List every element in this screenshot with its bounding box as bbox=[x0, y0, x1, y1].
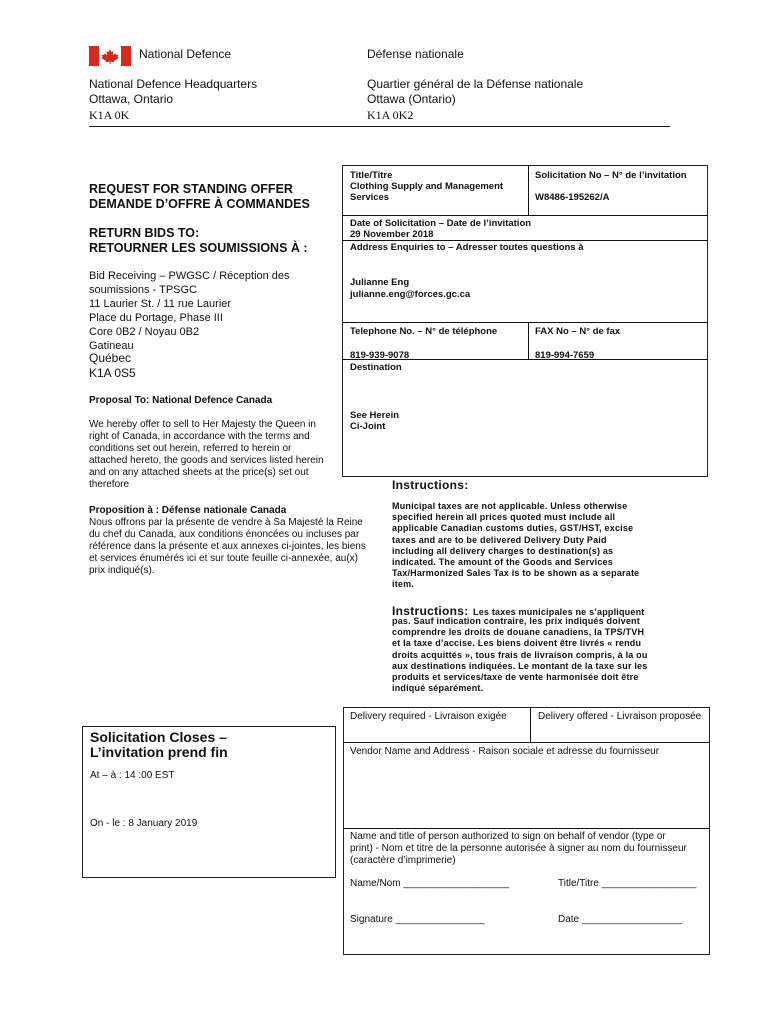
instruction-first-line-fr: Les taxes municipales ne s’appliquent bbox=[473, 607, 645, 617]
proposal-text-en bbox=[89, 419, 339, 491]
signature-field[interactable]: Signature ________________ bbox=[350, 914, 485, 925]
instruction-line: item. bbox=[392, 579, 415, 590]
signer-label bbox=[350, 831, 705, 867]
hq-postal-fr: K1A 0K2 bbox=[367, 108, 414, 122]
address-line: 11 Laurier St. / 11 rue Laurier bbox=[89, 298, 232, 310]
delivery-offered-label: Delivery offered - Livraison proposée bbox=[538, 711, 702, 722]
bid-receiving-address bbox=[89, 269, 339, 353]
instruction-line: et la taxe d’accise. Les biens doivent être livrés « rendu bbox=[392, 638, 642, 649]
date-label: Date of Solicitation – Date de l’invitation bbox=[350, 218, 532, 229]
instruction-line: specified herein all prices quoted must include all bbox=[392, 512, 616, 523]
proposal-line: prix indiqué(s). bbox=[89, 565, 155, 576]
return-bids-en: RETURN BIDS TO: bbox=[89, 226, 200, 240]
header-divider bbox=[89, 126, 670, 127]
address-postal: K1A 0S5 bbox=[89, 366, 136, 380]
instruction-line: produits et services/taxe de vente harmonisée doit être bbox=[392, 672, 639, 683]
solicitation-info-box bbox=[342, 165, 708, 477]
proposal-line: We hereby offer to sell to Her Majesty the Queen in bbox=[89, 419, 316, 430]
address-province: Québec bbox=[89, 351, 132, 365]
closes-title-line2: L’invitation prend fin bbox=[90, 744, 228, 760]
date-value: 29 November 2018 bbox=[350, 229, 434, 240]
row-divider bbox=[343, 828, 710, 829]
phone-label: Telephone No. – N° de téléphone bbox=[350, 326, 498, 337]
address-line: Bid Receiving – PWGSC / Réception des bbox=[89, 270, 290, 282]
destination-label: Destination bbox=[350, 362, 402, 373]
instruction-line: Municipal taxes are not applicable. Unless otherwise bbox=[392, 501, 628, 511]
vendor-name-label: Vendor Name and Address - Raison sociale et adresse du fournisseur bbox=[350, 746, 660, 757]
name-field[interactable]: Name/Nom ___________________ bbox=[350, 878, 510, 889]
instruction-line: comprendre les droits de douane canadiens, la TPS/TVH bbox=[392, 627, 645, 638]
instruction-line: indiqué séparément. bbox=[392, 683, 484, 694]
title-value-line: Services bbox=[350, 192, 390, 203]
row-divider bbox=[342, 215, 708, 216]
row-divider bbox=[342, 322, 708, 323]
signer-line: (caractère d’imprimerie) bbox=[350, 855, 456, 866]
instructions-title-fr: Instructions: bbox=[392, 604, 469, 618]
hq-postal-en: K1A 0K bbox=[89, 108, 130, 122]
proposal-line: and on any attached sheets at the price(s) set out bbox=[89, 467, 309, 478]
solicitation-number: W8486-195262/A bbox=[535, 192, 610, 203]
phone-value: 819-939-9078 bbox=[350, 350, 410, 361]
signer-line: print) - Nom et titre de la personne autorisée à signer au nom du fournisseur bbox=[350, 843, 687, 854]
request-title-en: REQUEST FOR STANDING OFFER bbox=[89, 182, 293, 196]
return-bids-fr: RETOURNER LES SOUMISSIONS À : bbox=[89, 241, 308, 255]
destination-line: See Herein bbox=[350, 410, 400, 421]
instruction-line: droits acquittés », tous frais de livraison compris, à la ou bbox=[392, 649, 648, 660]
title-value-line: Clothing Supply and Management bbox=[350, 181, 504, 192]
instruction-line: applicable Canadian customs duties, GST/HST, excise bbox=[392, 523, 634, 534]
instruction-line: Tax/Harmonized Sales Tax is to be shown as a separate bbox=[392, 568, 640, 579]
instructions-title-en: Instructions: bbox=[392, 478, 469, 492]
dept-name-fr: Défense nationale bbox=[367, 47, 464, 61]
title-field[interactable]: Title/Titre _________________ bbox=[558, 878, 697, 889]
instruction-line: including all delivery charges to destination(s) as bbox=[392, 545, 614, 556]
proposal-line: therefore bbox=[89, 479, 130, 490]
phone-divider bbox=[528, 322, 529, 360]
closing-date: On - le : 8 January 2019 bbox=[90, 818, 198, 829]
address-line: Place du Portage, Phase III bbox=[89, 312, 223, 324]
flag-right-bar bbox=[121, 46, 131, 66]
title-divider bbox=[528, 165, 529, 215]
closing-time: At – à : 14 :00 EST bbox=[90, 770, 175, 781]
solicitation-label: Solicitation No – N° de l’invitation bbox=[535, 170, 687, 181]
instruction-line: taxes and are to be delivered Delivery Duty Paid bbox=[392, 534, 607, 545]
instruction-line: indicated. The amount of the Goods and Services bbox=[392, 557, 613, 568]
proposal-text-fr bbox=[89, 517, 379, 577]
proposal-line: attached hereto, the goods and services listed herein bbox=[89, 455, 324, 466]
proposal-line: conditions set out herein, referred to herein or bbox=[89, 443, 292, 454]
proposal-line: et services énumérés ici et sur toute feuille ci-annexée, au(x) bbox=[89, 553, 359, 564]
instructions-text-en bbox=[392, 501, 682, 591]
fax-value: 819-994-7659 bbox=[535, 350, 595, 361]
hq-name-fr: Quartier général de la Défense nationale bbox=[367, 77, 584, 91]
proposal-line: right of Canada, in accordance with the terms and bbox=[89, 431, 310, 442]
flag-left-bar bbox=[89, 46, 99, 66]
hq-name-en: National Defence Headquarters bbox=[89, 77, 258, 91]
instructions-text-fr bbox=[392, 616, 692, 694]
address-line: Gatineau bbox=[89, 340, 134, 352]
date-field[interactable]: Date __________________ bbox=[558, 914, 683, 925]
signer-line: Name and title of person authorized to sign on behalf of vendor (type or bbox=[350, 831, 666, 842]
proposal-line: Nous offrons par la présente de vendre à Sa Majesté la Reine bbox=[89, 517, 363, 528]
proposal-title-fr: Proposition à : Défense nationale Canada bbox=[89, 505, 287, 516]
proposal-line: du chef du Canada, aux conditions énoncées ou incluses par bbox=[89, 529, 360, 540]
instruction-line: pas. Sauf indication contraire, les prix indiqués doivent bbox=[392, 616, 640, 626]
dept-name-en: National Defence bbox=[139, 47, 232, 61]
hq-city-fr: Ottawa (Ontario) bbox=[367, 92, 456, 106]
contact-name: Julianne Eng bbox=[350, 277, 410, 288]
proposal-title-en: Proposal To: National Defence Canada bbox=[89, 395, 273, 406]
delivery-required-label: Delivery required - Livraison exigée bbox=[350, 711, 507, 722]
request-title-fr: DEMANDE D’OFFRE À COMMANDES bbox=[89, 197, 310, 211]
proposal-line: référence dans la présente et aux annexes ci-jointes, les biens bbox=[89, 541, 366, 552]
maple-leaf-icon bbox=[99, 48, 121, 64]
fax-label: FAX No – N° de fax bbox=[535, 326, 621, 337]
title-label: Title/Titre bbox=[350, 170, 393, 181]
address-line: soumissions - TPSGC bbox=[89, 284, 197, 296]
instruction-line: aux destinations indiquées. Le montant de la taxe sur les bbox=[392, 660, 648, 671]
delivery-divider bbox=[530, 707, 531, 743]
enquiries-label: Address Enquiries to – Adresser toutes questions à bbox=[350, 242, 584, 253]
canada-flag-logo bbox=[89, 46, 131, 66]
destination-line: Ci-Joint bbox=[350, 421, 386, 432]
address-line: Core 0B2 / Noyau 0B2 bbox=[89, 326, 200, 338]
row-divider bbox=[343, 742, 710, 743]
contact-email[interactable]: julianne.eng@forces.gc.ca bbox=[350, 289, 471, 300]
hq-city-en: Ottawa, Ontario bbox=[89, 92, 174, 106]
closes-title-line1: Solicitation Closes – bbox=[90, 729, 227, 745]
